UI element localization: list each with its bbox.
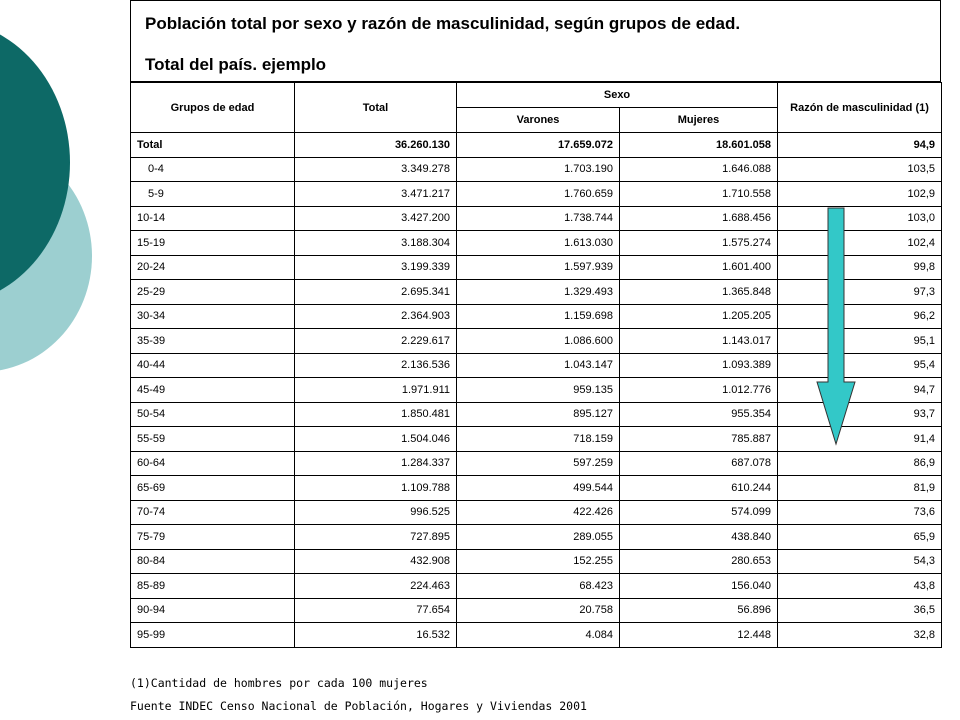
cell-razon: 95,4 <box>778 353 942 378</box>
cell-group: 10-14 <box>131 206 295 231</box>
header-mujeres: Mujeres <box>620 108 778 133</box>
table-row <box>131 157 942 182</box>
table-row <box>131 182 942 207</box>
cell-razon: 65,9 <box>778 525 942 550</box>
cell-varones: 152.255 <box>457 549 620 574</box>
cell-varones: 1.703.190 <box>457 157 620 182</box>
table-row <box>131 500 942 525</box>
cell-varones: 499.544 <box>457 476 620 501</box>
cell-razon: 32,8 <box>778 623 942 648</box>
cell-total: 224.463 <box>295 574 457 599</box>
cell-group: 45-49 <box>131 378 295 403</box>
cell-mujeres: 1.575.274 <box>620 231 778 256</box>
cell-group: 40-44 <box>131 353 295 378</box>
cell-razon: 91,4 <box>778 427 942 452</box>
cell-varones: 4.084 <box>457 623 620 648</box>
cell-group: 30-34 <box>131 304 295 329</box>
cell-group: 70-74 <box>131 500 295 525</box>
cell-group: 0-4 <box>131 157 295 182</box>
cell-razon: 81,9 <box>778 476 942 501</box>
cell-mujeres: 687.078 <box>620 451 778 476</box>
cell-varones: 1.760.659 <box>457 182 620 207</box>
cell-mujeres: 574.099 <box>620 500 778 525</box>
cell-group: 15-19 <box>131 231 295 256</box>
cell-group: 20-24 <box>131 255 295 280</box>
cell-total: 1.850.481 <box>295 402 457 427</box>
cell-total: 2.136.536 <box>295 353 457 378</box>
cell-varones: 1.597.939 <box>457 255 620 280</box>
cell-group: 55-59 <box>131 427 295 452</box>
cell-varones: 1.043.147 <box>457 353 620 378</box>
cell-total: 36.260.130 <box>295 133 457 158</box>
cell-total: 3.188.304 <box>295 231 457 256</box>
cell-razon: 102,4 <box>778 231 942 256</box>
table-row <box>131 574 942 599</box>
cell-razon: 43,8 <box>778 574 942 599</box>
header-grupos-de-edad: Grupos de edad <box>131 83 295 133</box>
cell-varones: 1.329.493 <box>457 280 620 305</box>
cell-mujeres: 1.601.400 <box>620 255 778 280</box>
cell-group: 35-39 <box>131 329 295 354</box>
cell-mujeres: 156.040 <box>620 574 778 599</box>
header-total: Total <box>295 83 457 133</box>
cell-total: 16.532 <box>295 623 457 648</box>
cell-mujeres: 56.896 <box>620 598 778 623</box>
cell-mujeres: 18.601.058 <box>620 133 778 158</box>
cell-mujeres: 12.448 <box>620 623 778 648</box>
cell-razon: 97,3 <box>778 280 942 305</box>
table-row <box>131 451 942 476</box>
cell-total: 2.229.617 <box>295 329 457 354</box>
down-arrow-icon <box>815 206 865 446</box>
cell-varones: 20.758 <box>457 598 620 623</box>
table-row <box>131 598 942 623</box>
header-varones: Varones <box>457 108 620 133</box>
table-row <box>131 476 942 501</box>
cell-group: 60-64 <box>131 451 295 476</box>
table-row <box>131 133 942 158</box>
cell-razon: 95,1 <box>778 329 942 354</box>
cell-total: 996.525 <box>295 500 457 525</box>
title-box <box>130 0 941 82</box>
cell-razon: 103,0 <box>778 206 942 231</box>
cell-varones: 895.127 <box>457 402 620 427</box>
cell-total: 1.109.788 <box>295 476 457 501</box>
footnote: (1)Cantidad de hombres por cada 100 mujeres <box>130 676 428 690</box>
cell-mujeres: 785.887 <box>620 427 778 452</box>
cell-group: 75-79 <box>131 525 295 550</box>
cell-mujeres: 1.205.205 <box>620 304 778 329</box>
header-sexo: Sexo <box>457 83 778 108</box>
cell-varones: 1.738.744 <box>457 206 620 231</box>
cell-razon: 103,5 <box>778 157 942 182</box>
cell-mujeres: 1.365.848 <box>620 280 778 305</box>
cell-group: 90-94 <box>131 598 295 623</box>
cell-mujeres: 1.646.088 <box>620 157 778 182</box>
cell-group: 65-69 <box>131 476 295 501</box>
cell-mujeres: 1.012.776 <box>620 378 778 403</box>
table-row <box>131 623 942 648</box>
cell-varones: 422.426 <box>457 500 620 525</box>
cell-razon: 93,7 <box>778 402 942 427</box>
page-subtitle: Total del país. ejemplo <box>145 55 327 74</box>
cell-total: 432.908 <box>295 549 457 574</box>
table-row <box>131 549 942 574</box>
cell-total: 2.364.903 <box>295 304 457 329</box>
cell-varones: 68.423 <box>457 574 620 599</box>
cell-varones: 1.086.600 <box>457 329 620 354</box>
cell-total: 3.349.278 <box>295 157 457 182</box>
cell-total: 3.199.339 <box>295 255 457 280</box>
cell-mujeres: 1.710.558 <box>620 182 778 207</box>
cell-total: 3.427.200 <box>295 206 457 231</box>
page-title: Población total por sexo y razón de masculinidad, según grupos de edad. <box>145 14 741 33</box>
cell-razon: 94,9 <box>778 133 942 158</box>
cell-mujeres: 1.688.456 <box>620 206 778 231</box>
cell-varones: 1.613.030 <box>457 231 620 256</box>
cell-group: Total <box>131 133 295 158</box>
cell-group: 25-29 <box>131 280 295 305</box>
cell-razon: 36,5 <box>778 598 942 623</box>
cell-varones: 1.159.698 <box>457 304 620 329</box>
header-razon: Razón de masculinidad (1) <box>778 83 942 133</box>
cell-group: 50-54 <box>131 402 295 427</box>
cell-varones: 597.259 <box>457 451 620 476</box>
cell-total: 1.504.046 <box>295 427 457 452</box>
cell-mujeres: 438.840 <box>620 525 778 550</box>
cell-group: 85-89 <box>131 574 295 599</box>
cell-razon: 73,6 <box>778 500 942 525</box>
cell-mujeres: 610.244 <box>620 476 778 501</box>
cell-varones: 959.135 <box>457 378 620 403</box>
cell-mujeres: 280.653 <box>620 549 778 574</box>
cell-group: 5-9 <box>131 182 295 207</box>
cell-varones: 718.159 <box>457 427 620 452</box>
cell-total: 2.695.341 <box>295 280 457 305</box>
cell-razon: 94,7 <box>778 378 942 403</box>
cell-total: 1.284.337 <box>295 451 457 476</box>
cell-total: 727.895 <box>295 525 457 550</box>
cell-razon: 54,3 <box>778 549 942 574</box>
cell-total: 3.471.217 <box>295 182 457 207</box>
cell-total: 77.654 <box>295 598 457 623</box>
cell-razon: 99,8 <box>778 255 942 280</box>
cell-razon: 86,9 <box>778 451 942 476</box>
cell-varones: 17.659.072 <box>457 133 620 158</box>
cell-mujeres: 1.143.017 <box>620 329 778 354</box>
source-note: Fuente INDEC Censo Nacional de Población, Hogares y Viviendas 2001 <box>130 699 587 713</box>
cell-group: 95-99 <box>131 623 295 648</box>
cell-varones: 289.055 <box>457 525 620 550</box>
cell-razon: 102,9 <box>778 182 942 207</box>
cell-mujeres: 1.093.389 <box>620 353 778 378</box>
table-row <box>131 525 942 550</box>
cell-razon: 96,2 <box>778 304 942 329</box>
cell-group: 80-84 <box>131 549 295 574</box>
cell-mujeres: 955.354 <box>620 402 778 427</box>
cell-total: 1.971.911 <box>295 378 457 403</box>
